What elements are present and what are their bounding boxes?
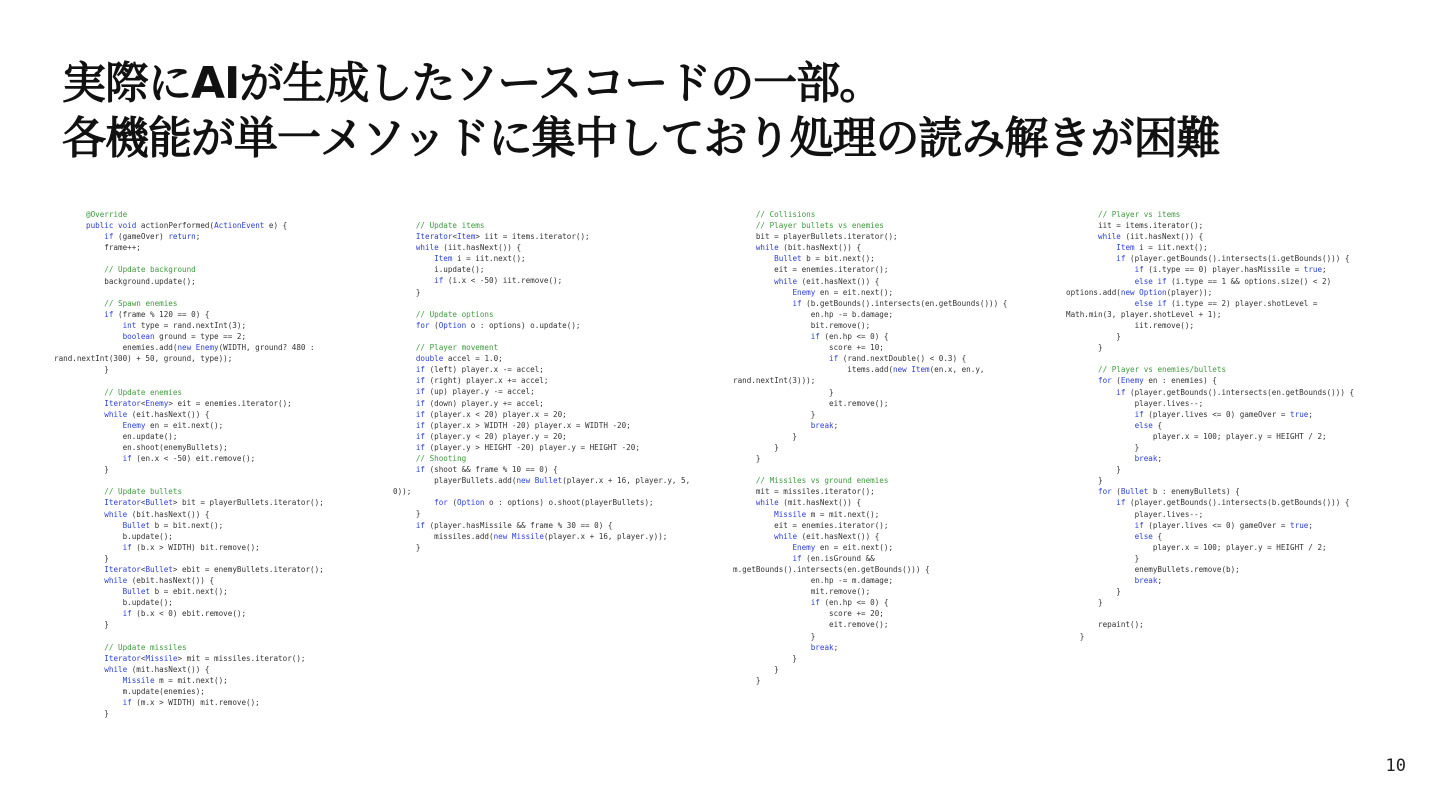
code-line: i.update(); <box>393 265 485 275</box>
code-line: if (rand.nextDouble() < 0.3) { <box>829 354 967 364</box>
code-line: missiles.add(new Missile(player.x + 16, player.y)); <box>393 531 668 541</box>
code-line: if (m.x > WIDTH) mit.remove(); <box>122 698 260 708</box>
code-line: } <box>1066 442 1140 452</box>
code-line: while (mit.hasNext()) { <box>104 664 210 674</box>
code-line: } <box>393 542 421 552</box>
code-line: 0)); <box>393 487 412 497</box>
code-line: Missile m = mit.next(); <box>122 675 228 685</box>
code-line: for (Bullet b : enemyBullets) { <box>1098 487 1240 497</box>
code-line <box>54 631 324 642</box>
code-line: } <box>733 387 834 397</box>
code-line <box>393 298 690 309</box>
code-line: else { <box>1134 531 1163 541</box>
code-line: if (b.x < 0) ebit.remove(); <box>122 609 247 619</box>
code-line: } <box>1066 598 1103 608</box>
code-line: } <box>54 465 109 475</box>
code-line: break; <box>1134 454 1163 464</box>
code-line: eit.remove(); <box>733 398 889 408</box>
code-line: for (Option o : options) o.shoot(playerBullets); <box>434 498 654 508</box>
code-line: if (en.isGround && <box>792 553 875 563</box>
code-line: Math.min(3, player.shotLevel + 1); <box>1066 309 1222 319</box>
code-line: if (player.y > HEIGHT -20) player.y = HEIGHT -20; <box>415 442 640 452</box>
code-line: playerBullets.add(new Bullet(player.x + 16, player.y, 5, <box>393 476 691 486</box>
code-line: while (iit.hasNext()) { <box>415 243 522 253</box>
code-line: items.add(new Item(en.x, en.y, <box>733 365 985 375</box>
code-line: // Update background <box>104 265 196 275</box>
code-column-3 <box>733 209 1007 686</box>
code-line: if (down) player.y += accel; <box>415 398 544 408</box>
code-line: iit = items.iterator(); <box>1066 221 1204 231</box>
code-line: } <box>1066 343 1103 353</box>
code-line: while (mit.hasNext()) { <box>755 498 862 508</box>
code-line: else if (i.type == 2) player.shotLevel = <box>1134 298 1318 308</box>
code-line: } <box>733 431 798 441</box>
code-line: Iterator<Bullet> ebit = enemyBullets.iterator(); <box>104 565 324 574</box>
code-line: m.getBounds().intersects(en.getBounds())) { <box>733 565 930 574</box>
code-line: int type = rand.nextInt(3); <box>122 320 247 330</box>
code-line: } <box>733 653 798 663</box>
code-line: // Update options <box>415 309 494 319</box>
code-line: player.lives--; <box>1066 398 1204 408</box>
code-line <box>54 375 324 386</box>
code-line: } <box>1066 332 1121 342</box>
code-line: } <box>54 553 109 563</box>
code-line: double accel = 1.0; <box>415 354 503 364</box>
code-line: if (player.getBounds().intersects(b.getBounds())) { <box>1116 498 1350 508</box>
code-line: // Missiles vs ground enemies <box>755 476 889 486</box>
code-line <box>393 331 690 342</box>
code-line: Item i = iit.next(); <box>434 254 526 264</box>
code-line: for (Option o : options) o.update(); <box>415 320 581 330</box>
code-line: background.update(); <box>54 276 196 286</box>
code-line: } <box>1066 587 1121 597</box>
code-line: @Override <box>86 210 128 219</box>
code-line: b.update(); <box>54 531 173 541</box>
code-line: mit = missiles.iterator(); <box>733 487 875 497</box>
code-line: if (player.hasMissile && frame % 30 == 0) { <box>415 520 613 530</box>
code-line: player.lives--; <box>1066 509 1204 519</box>
code-line <box>733 464 1007 475</box>
code-line: if (i.type == 0) player.hasMissile = true; <box>1134 265 1327 275</box>
code-line: Enemy en = eit.next(); <box>792 542 894 552</box>
code-line: else if (i.type == 1 && options.size() < 2) <box>1134 276 1332 286</box>
code-line: while (eit.hasNext()) { <box>774 276 880 286</box>
code-line: Missile m = mit.next(); <box>774 509 880 519</box>
code-column-2 <box>393 220 690 553</box>
code-line: } <box>1066 631 1085 641</box>
code-line: // Player vs enemies/bullets <box>1098 365 1227 375</box>
code-line: // Update items <box>415 221 485 230</box>
code-line <box>1066 608 1354 619</box>
code-line: score += 20; <box>733 609 884 619</box>
code-line: while (bit.hasNext()) { <box>104 509 210 519</box>
code-line: } <box>54 620 109 630</box>
code-line: } <box>54 709 109 719</box>
code-line: if (right) player.x += accel; <box>415 376 549 386</box>
code-line: repaint(); <box>1066 620 1144 630</box>
code-line: Bullet b = ebit.next(); <box>122 587 228 597</box>
code-line: break; <box>810 420 839 430</box>
code-line: if (up) player.y -= accel; <box>415 387 535 397</box>
code-line: Item i = iit.next(); <box>1116 243 1208 253</box>
code-line: Iterator<Bullet> bit = playerBullets.iterator(); <box>104 498 324 508</box>
code-line: Enemy en = eit.next(); <box>122 420 224 430</box>
code-line: if (player.y < 20) player.y = 20; <box>415 431 567 441</box>
code-line: if (gameOver) return; <box>104 232 201 242</box>
code-line: rand.nextInt(3))); <box>733 376 816 386</box>
code-line: if (i.x < -50) iit.remove(); <box>434 276 563 286</box>
code-line: b.update(); <box>54 598 173 608</box>
code-line: Iterator<Item> iit = items.iterator(); <box>415 232 590 242</box>
code-line: eit.remove(); <box>733 620 889 630</box>
code-line: mit.remove(); <box>733 587 871 597</box>
code-line: for (Enemy en : enemies) { <box>1098 376 1217 386</box>
code-line: eit = enemies.iterator(); <box>733 265 889 275</box>
code-line: } <box>1066 476 1103 486</box>
code-line: en.hp -= m.damage; <box>733 576 894 586</box>
code-line: en.shoot(enemyBullets); <box>54 442 228 452</box>
code-line: frame++; <box>54 243 141 253</box>
code-line: // Update enemies <box>104 387 183 397</box>
code-line: bit.remove(); <box>733 320 871 330</box>
code-line: if (player.lives <= 0) gameOver = true; <box>1134 520 1313 530</box>
code-line: public void actionPerformed(ActionEvent e) { <box>86 221 288 231</box>
code-line: // Update bullets <box>104 487 183 497</box>
code-line: } <box>393 509 421 519</box>
code-line: while (eit.hasNext()) { <box>104 409 210 419</box>
code-line: // Player vs items <box>1098 210 1181 219</box>
code-line: player.x = 100; player.y = HEIGHT / 2; <box>1066 542 1327 552</box>
code-line: if (shoot && frame % 10 == 0) { <box>415 465 558 475</box>
code-line: if (player.getBounds().intersects(en.getBounds())) { <box>1116 387 1355 397</box>
code-line: // Player movement <box>415 343 499 353</box>
code-line: if (en.hp <= 0) { <box>810 598 889 608</box>
code-line: Iterator<Enemy> eit = enemies.iterator(); <box>104 398 292 408</box>
code-line: // Collisions <box>755 210 816 219</box>
code-line: if (b.getBounds().intersects(en.getBounds())) { <box>792 298 1008 308</box>
code-line: if (player.x < 20) player.x = 20; <box>415 409 567 419</box>
code-line: } <box>1066 465 1121 475</box>
code-line: en.hp -= b.damage; <box>733 309 894 319</box>
code-line: if (player.lives <= 0) gameOver = true; <box>1134 409 1313 419</box>
code-line: } <box>733 442 779 452</box>
code-line: while (ebit.hasNext()) { <box>104 576 215 586</box>
code-line: options.add(new Option(player)); <box>1066 287 1213 297</box>
code-line: } <box>733 675 761 685</box>
code-line: if (left) player.x -= accel; <box>415 365 544 375</box>
slide-title-line-1: 実際にAIが生成したソースコードの一部。 <box>62 58 883 109</box>
code-line: Enemy en = eit.next(); <box>792 287 894 297</box>
code-line <box>54 475 324 486</box>
code-line: } <box>733 631 816 641</box>
code-line: } <box>733 409 816 419</box>
code-column-4 <box>1066 209 1354 642</box>
slide-title <box>62 56 1219 166</box>
slide-title-line-2: 各機能が単一メソッドに集中しており処理の読み解きが困難 <box>62 113 1220 164</box>
code-line: // Player bullets vs enemies <box>755 221 884 231</box>
code-line: while (iit.hasNext()) { <box>1098 232 1204 242</box>
code-line: } <box>733 664 779 674</box>
code-line: if (en.hp <= 0) { <box>810 332 889 342</box>
code-line: // Spawn enemies <box>104 298 178 308</box>
code-line: rand.nextInt(300) + 50, ground, type)); <box>54 354 233 364</box>
code-line <box>54 253 324 264</box>
code-line: enemyBullets.remove(b); <box>1066 565 1240 574</box>
code-line: } <box>393 287 421 297</box>
code-line: m.update(enemies); <box>54 687 205 697</box>
code-line: if (player.getBounds().intersects(i.getBounds())) { <box>1116 254 1350 264</box>
code-line: Bullet b = bit.next(); <box>774 254 875 264</box>
code-line: if (frame % 120 == 0) { <box>104 309 210 319</box>
code-line: } <box>733 454 761 464</box>
code-line: if (player.x > WIDTH -20) player.x = WIDTH -20; <box>415 420 631 430</box>
code-line: if (en.x < -50) eit.remove(); <box>122 454 256 464</box>
code-line: break; <box>810 642 839 652</box>
code-line: if (b.x > WIDTH) bit.remove(); <box>122 542 260 552</box>
code-line: } <box>1066 553 1140 563</box>
page-number: 10 <box>1385 756 1406 776</box>
code-line: enemies.add(new Enemy(WIDTH, ground? 480 : <box>54 343 315 353</box>
code-line: bit = playerBullets.iterator(); <box>733 232 898 242</box>
code-line: } <box>54 365 109 375</box>
code-line: Iterator<Missile> mit = missiles.iterator(); <box>104 653 306 663</box>
code-line: // Update missiles <box>104 642 187 652</box>
code-line: iit.remove(); <box>1066 320 1195 330</box>
code-line: score += 10; <box>733 343 884 353</box>
code-line: while (bit.hasNext()) { <box>755 243 862 253</box>
code-line: Bullet b = bit.next(); <box>122 520 224 530</box>
code-line <box>54 287 324 298</box>
code-line: else { <box>1134 420 1163 430</box>
code-column-1 <box>54 209 324 719</box>
code-line: // Shooting <box>415 453 467 463</box>
code-line: while (eit.hasNext()) { <box>774 531 880 541</box>
code-line: en.update(); <box>54 431 178 441</box>
code-line: break; <box>1134 576 1163 586</box>
code-line: eit = enemies.iterator(); <box>733 520 889 530</box>
code-line: player.x = 100; player.y = HEIGHT / 2; <box>1066 431 1327 441</box>
code-line <box>1066 353 1354 364</box>
code-line: boolean ground = type == 2; <box>122 332 247 342</box>
